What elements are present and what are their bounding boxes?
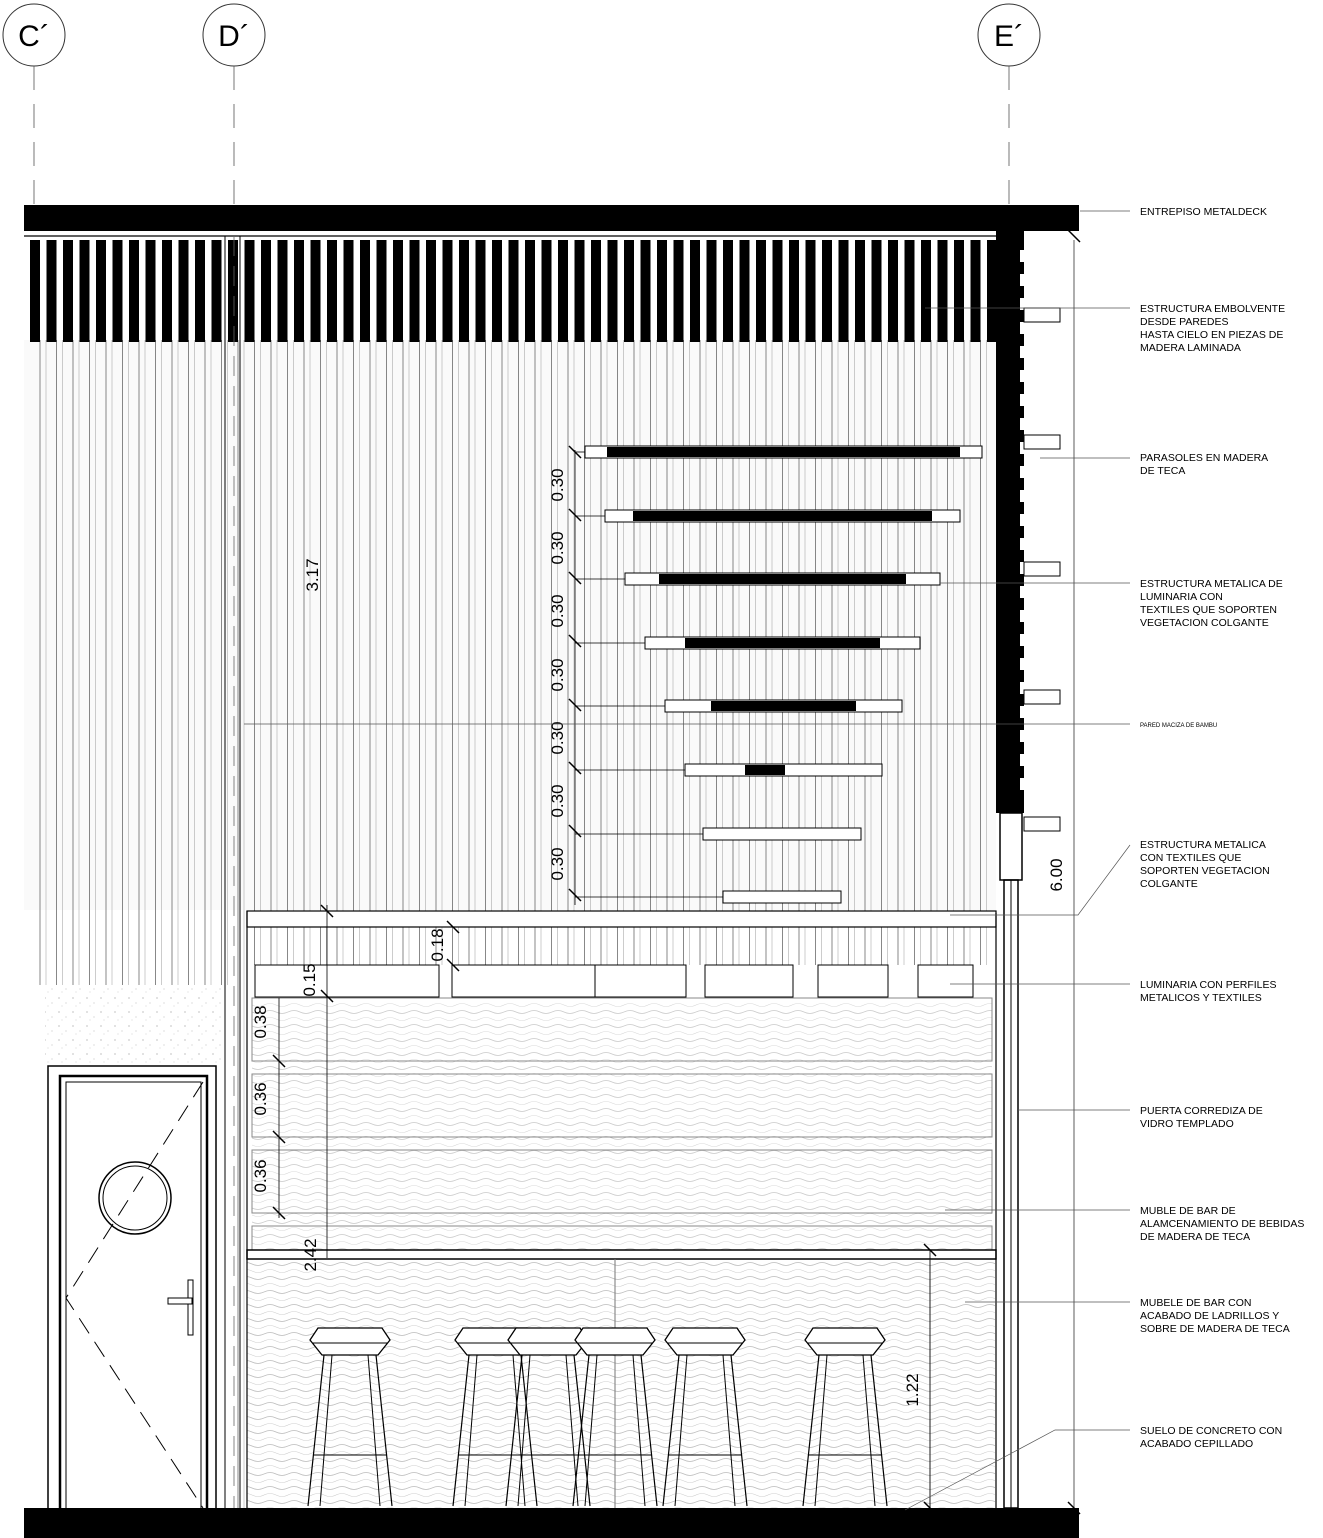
label-textile-struct: ESTRUCTURA METALICA CON TEXTILES QUE SOPORTEN VEGETACION COLGANTE	[1140, 839, 1270, 890]
dim-wall-height: 3.17	[303, 558, 322, 592]
wood-slat	[278, 240, 288, 342]
column-bracket	[1024, 562, 1060, 576]
wood-slat	[228, 240, 238, 342]
parasol-blade	[659, 574, 906, 584]
dim-total-height: 6.00	[1047, 858, 1066, 892]
annotation-labels	[1140, 206, 1307, 1450]
parasol-blade	[633, 511, 932, 521]
wood-slat	[608, 240, 618, 342]
column-notch	[1020, 538, 1040, 550]
parasol-blade	[607, 447, 960, 457]
column-notch	[1020, 514, 1040, 526]
wood-slat	[146, 240, 156, 342]
parasol-blade	[685, 638, 880, 648]
parasol-frame	[703, 828, 861, 840]
textile-structure-bar	[247, 911, 996, 927]
wood-slat	[47, 240, 57, 342]
dim-spacing-7: 0.30	[548, 847, 567, 881]
sliding-glass-door	[1000, 813, 1022, 1508]
label-glass-door: PUERTA CORREDIZA DE VIDRO TEMPLADO	[1140, 1105, 1263, 1130]
dim-bar-height: 2.42	[301, 1238, 320, 1272]
column-notch	[1020, 658, 1040, 670]
grid-axis-e	[978, 4, 1040, 205]
wood-slat	[575, 240, 585, 342]
luminaire	[452, 965, 686, 997]
column-bracket	[1024, 308, 1060, 322]
grid-axes	[3, 4, 1040, 205]
wood-slat	[212, 240, 222, 342]
stool-seat	[665, 1328, 745, 1355]
parasol-blade	[745, 765, 785, 775]
grid-label-e: E´	[994, 20, 1024, 53]
dim-spacing-4: 0.30	[548, 658, 567, 692]
wood-slat	[971, 240, 981, 342]
luminaire	[705, 965, 793, 997]
wood-slat	[492, 240, 502, 342]
wood-slat	[773, 240, 783, 342]
door-handle-plate	[188, 1280, 193, 1335]
column-notch	[1020, 778, 1040, 790]
wood-slat	[344, 240, 354, 342]
dim-spacing-3: 0.30	[548, 594, 567, 628]
wood-slat	[888, 240, 898, 342]
luminaire	[918, 965, 973, 997]
label-luminaire: LUMINARIA CON PERFILES METALICOS Y TEXTILES	[1140, 979, 1277, 1004]
wood-slat	[839, 240, 849, 342]
wood-slat	[789, 240, 799, 342]
wood-slat	[723, 240, 733, 342]
wood-slat	[707, 240, 717, 342]
wood-slat	[954, 240, 964, 342]
wood-slat	[542, 240, 552, 342]
wood-slat	[822, 240, 832, 342]
wood-slat	[377, 240, 387, 342]
wood-slat	[624, 240, 634, 342]
column-body	[996, 231, 1020, 813]
column-notch	[1020, 346, 1040, 358]
wood-slat	[591, 240, 601, 342]
dim-spacing-5: 0.30	[548, 721, 567, 755]
dim-spacing-1: 0.30	[548, 468, 567, 502]
wood-slat	[113, 240, 123, 342]
wood-slat	[129, 240, 139, 342]
label-entrepiso: ENTREPISO METALDECK	[1140, 206, 1267, 218]
wood-slat	[509, 240, 519, 342]
wood-slat	[63, 240, 73, 342]
wood-slat	[641, 240, 651, 342]
wood-slat	[443, 240, 453, 342]
wood-slat	[459, 240, 469, 342]
wood-slat	[855, 240, 865, 342]
wood-slat	[294, 240, 304, 342]
dim-gap-018: 0.18	[428, 928, 447, 962]
stool-seat	[805, 1328, 885, 1355]
luminaire	[818, 965, 888, 997]
label-storage: MUBLE DE BAR DE ALAMCENAMIENTO DE BEBIDAS DE MADERA DE TECA	[1140, 1205, 1305, 1243]
wood-slat	[905, 240, 915, 342]
floor-slab	[24, 1508, 1079, 1538]
column-notch	[1020, 754, 1040, 766]
dim-gap-015: 0.15	[300, 963, 319, 997]
dim-shelf-2: 0.36	[251, 1082, 270, 1116]
wood-slat	[690, 240, 700, 342]
luminaires	[255, 965, 973, 997]
wood-slat	[410, 240, 420, 342]
entry-door	[48, 1066, 216, 1510]
grid-label-d: D´	[218, 20, 250, 53]
column-notches	[1020, 250, 1060, 831]
wood-slat	[756, 240, 766, 342]
wood-slat	[558, 240, 568, 342]
wood-slat	[245, 240, 255, 342]
column-notch	[1020, 250, 1040, 262]
column-notch	[1020, 586, 1040, 598]
parasol-frame	[723, 891, 841, 903]
column-notch	[1020, 634, 1040, 646]
glass-door-head	[1000, 813, 1022, 880]
column-notch	[1020, 610, 1040, 622]
label-bar-brick: MUBELE DE BAR CON ACABADO DE LADRILLOS Y SOBRE DE MADERA DE TECA	[1140, 1297, 1290, 1335]
column-notch	[1020, 370, 1040, 382]
wood-slat-envelope	[30, 240, 997, 342]
dim-shelf-1: 0.38	[251, 1005, 270, 1039]
label-luminaria-struct: ESTRUCTURA METALICA DE LUMINARIA CON TEXTILES QUE SOPORTEN VEGETACION COLGANTE	[1140, 578, 1283, 629]
wood-slat	[657, 240, 667, 342]
door-handle-lever	[168, 1298, 192, 1304]
wood-slat	[96, 240, 106, 342]
metaldeck-slab	[24, 205, 1079, 231]
grid-label-c: C´	[18, 20, 50, 53]
luminaire	[255, 965, 439, 997]
wood-slat	[30, 240, 40, 342]
column-notch	[1020, 466, 1040, 478]
wood-slat	[327, 240, 337, 342]
stool-seat	[310, 1328, 390, 1355]
wood-slat	[393, 240, 403, 342]
wood-slat	[987, 240, 997, 342]
wood-slat	[360, 240, 370, 342]
column-notch	[1020, 394, 1040, 406]
wood-slat	[179, 240, 189, 342]
wood-slat	[261, 240, 271, 342]
label-floor: SUELO DE CONCRETO CON ACABADO CEPILLADO	[1140, 1425, 1283, 1450]
dim-shelf-3: 0.36	[251, 1159, 270, 1193]
bar-counter-top	[247, 1250, 996, 1259]
wood-slat	[80, 240, 90, 342]
wood-slat	[426, 240, 436, 342]
wood-slat	[674, 240, 684, 342]
wood-slat	[476, 240, 486, 342]
wood-slat	[806, 240, 816, 342]
column-notch	[1020, 274, 1040, 286]
wood-slat	[311, 240, 321, 342]
dim-counter-height: 1.22	[903, 1373, 922, 1407]
column-notch	[1020, 418, 1040, 430]
grid-axis-d	[203, 4, 265, 205]
wood-slat	[921, 240, 931, 342]
column-bracket	[1024, 690, 1060, 704]
wood-slat	[872, 240, 882, 342]
label-parasoles: PARASOLES EN MADERA DE TECA	[1140, 452, 1268, 477]
parasol-blade	[711, 701, 856, 711]
grid-axis-c	[3, 4, 65, 205]
wood-slat	[162, 240, 172, 342]
dim-spacing-2: 0.30	[548, 531, 567, 565]
label-bamboo: PARED MACIZA DE BAMBU	[1140, 723, 1218, 729]
wood-slat	[525, 240, 535, 342]
bamboo-wall-fill	[24, 340, 996, 910]
column-notch	[1020, 706, 1040, 718]
dim-spacing-6: 0.30	[548, 784, 567, 818]
column-bracket	[1024, 435, 1060, 449]
stool-seat	[575, 1328, 655, 1355]
wood-slat	[195, 240, 205, 342]
wood-slat	[938, 240, 948, 342]
column-notch	[1020, 490, 1040, 502]
column-bracket	[1024, 817, 1060, 831]
lower-wall-concrete	[45, 985, 223, 1065]
wood-slat	[740, 240, 750, 342]
column-notch	[1020, 322, 1040, 334]
column-notch	[1020, 730, 1040, 742]
label-envelope: ESTRUCTURA EMBOLVENTE DESDE PAREDES HASTA CIELO EN PIEZAS DE MADERA LAMINADA	[1140, 303, 1286, 354]
door-porthole	[99, 1162, 171, 1234]
